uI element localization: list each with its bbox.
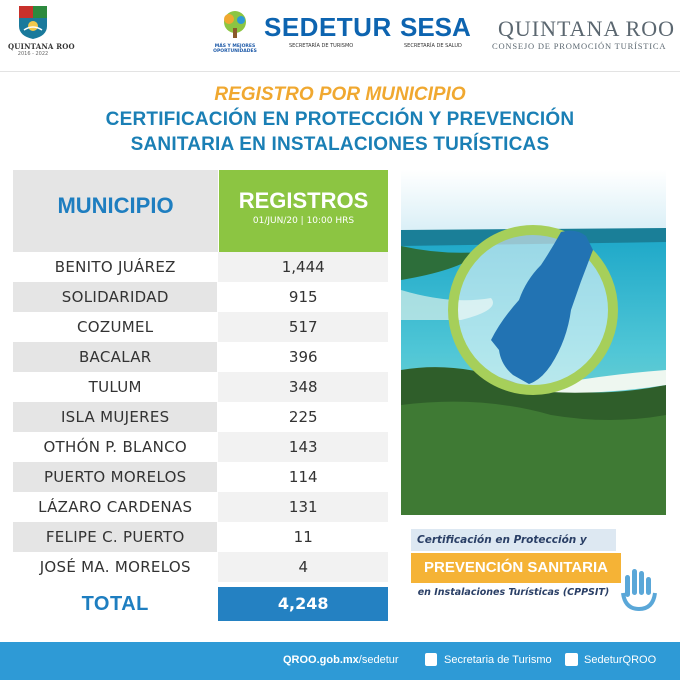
registros-cell: 143	[218, 432, 388, 462]
registros-header-label: REGISTROS	[238, 188, 369, 213]
table-row	[13, 492, 388, 522]
table-row	[13, 372, 388, 402]
table-row	[13, 282, 388, 312]
quintana-roo-seal	[8, 4, 75, 57]
municipio-cell: OTHÓN P. BLANCO	[13, 432, 217, 462]
registros-table	[13, 252, 388, 582]
municipio-cell: FELIPE C. PUERTO	[13, 522, 217, 552]
table-row	[13, 522, 388, 552]
municipio-cell: SOLIDARIDAD	[13, 282, 217, 312]
municipio-cell: PUERTO MORELOS	[13, 462, 217, 492]
website-link[interactable]	[283, 654, 399, 666]
total-value: 4,248	[218, 587, 388, 621]
sedetur-tree-logo	[213, 10, 257, 54]
table-row	[13, 432, 388, 462]
header	[0, 0, 680, 72]
registros-cell: 131	[218, 492, 388, 522]
table-row	[13, 312, 388, 342]
twitter-handle[interactable]: SedeturQROO	[584, 654, 657, 666]
certification-box	[401, 515, 666, 621]
municipio-column-header	[13, 170, 218, 252]
registros-cell: 114	[218, 462, 388, 492]
quintana-roo-wordmark: QUINTANA ROO	[498, 16, 676, 41]
registros-cell: 396	[218, 342, 388, 372]
sesa-subtitle: SECRETARÍA DE SALUD	[404, 43, 462, 49]
registros-cell: 225	[218, 402, 388, 432]
table-row	[13, 252, 388, 282]
registros-cell: 11	[218, 522, 388, 552]
municipio-cell: TULUM	[13, 372, 217, 402]
facebook-icon[interactable]	[425, 653, 437, 666]
table-row	[13, 402, 388, 432]
website-path: /sedetur	[358, 654, 399, 666]
certification-line3: en Instalaciones Turísticas (CPPSIT)	[417, 587, 610, 598]
seal-years: 2016 - 2022	[17, 51, 49, 57]
certification-line1: Certificación en Protección y	[411, 529, 616, 551]
municipio-cell: ISLA MUJERES	[13, 402, 217, 432]
seal-icon	[16, 4, 50, 40]
lagoon-photo	[401, 170, 666, 515]
registros-date: 01/JUN/20 | 10:00 HRS	[252, 216, 355, 226]
facebook-handle[interactable]: Secretaria de Turismo	[444, 654, 552, 666]
twitter-icon[interactable]	[565, 653, 578, 666]
tree-icon	[217, 10, 253, 40]
municipio-cell: LÁZARO CARDENAS	[13, 492, 217, 522]
sedetur-tagline: MÁS Y MEJORES OPORTUNIDADES	[213, 44, 257, 54]
sedetur-subtitle: SECRETARÍA DE TURISMO	[289, 43, 354, 49]
page-subtitle-line1: CERTIFICACIÓN EN PROTECCIÓN Y PREVENCIÓN	[105, 109, 575, 130]
sedetur-wordmark: SEDETUR	[264, 12, 392, 42]
seal-name: QUINTANA ROO	[8, 42, 75, 51]
certification-line2: PREVENCIÓN SANITARIA	[411, 553, 621, 583]
municipio-cell: COZUMEL	[13, 312, 217, 342]
registros-cell: 348	[218, 372, 388, 402]
registros-cell: 1,444	[218, 252, 388, 282]
lagoon-illustration	[401, 170, 666, 515]
registros-cell: 517	[218, 312, 388, 342]
sesa-wordmark: SESA	[400, 12, 471, 42]
municipio-cell: BACALAR	[13, 342, 217, 372]
table-row	[13, 552, 388, 582]
municipio-cell: JOSÉ MA. MORELOS	[13, 552, 217, 582]
quintana-roo-subtitle: CONSEJO DE PROMOCIÓN TURÍSTICA	[492, 41, 667, 51]
registros-column-header	[219, 170, 388, 252]
hand-icon	[619, 567, 659, 611]
table-row	[13, 462, 388, 492]
total-row	[13, 587, 388, 621]
total-label: TOTAL	[81, 593, 149, 615]
municipio-cell: BENITO JUÁREZ	[13, 252, 217, 282]
registros-cell: 915	[218, 282, 388, 312]
table-row	[13, 342, 388, 372]
page-title: REGISTRO POR MUNICIPIO	[214, 84, 466, 105]
website-domain: QROO.gob.mx	[283, 654, 359, 666]
registros-cell: 4	[218, 552, 388, 582]
footer	[0, 642, 680, 680]
municipio-header-label: MUNICIPIO	[57, 193, 174, 218]
page-subtitle-line2: SANITARIA EN INSTALACIONES TURÍSTICAS	[130, 134, 550, 155]
